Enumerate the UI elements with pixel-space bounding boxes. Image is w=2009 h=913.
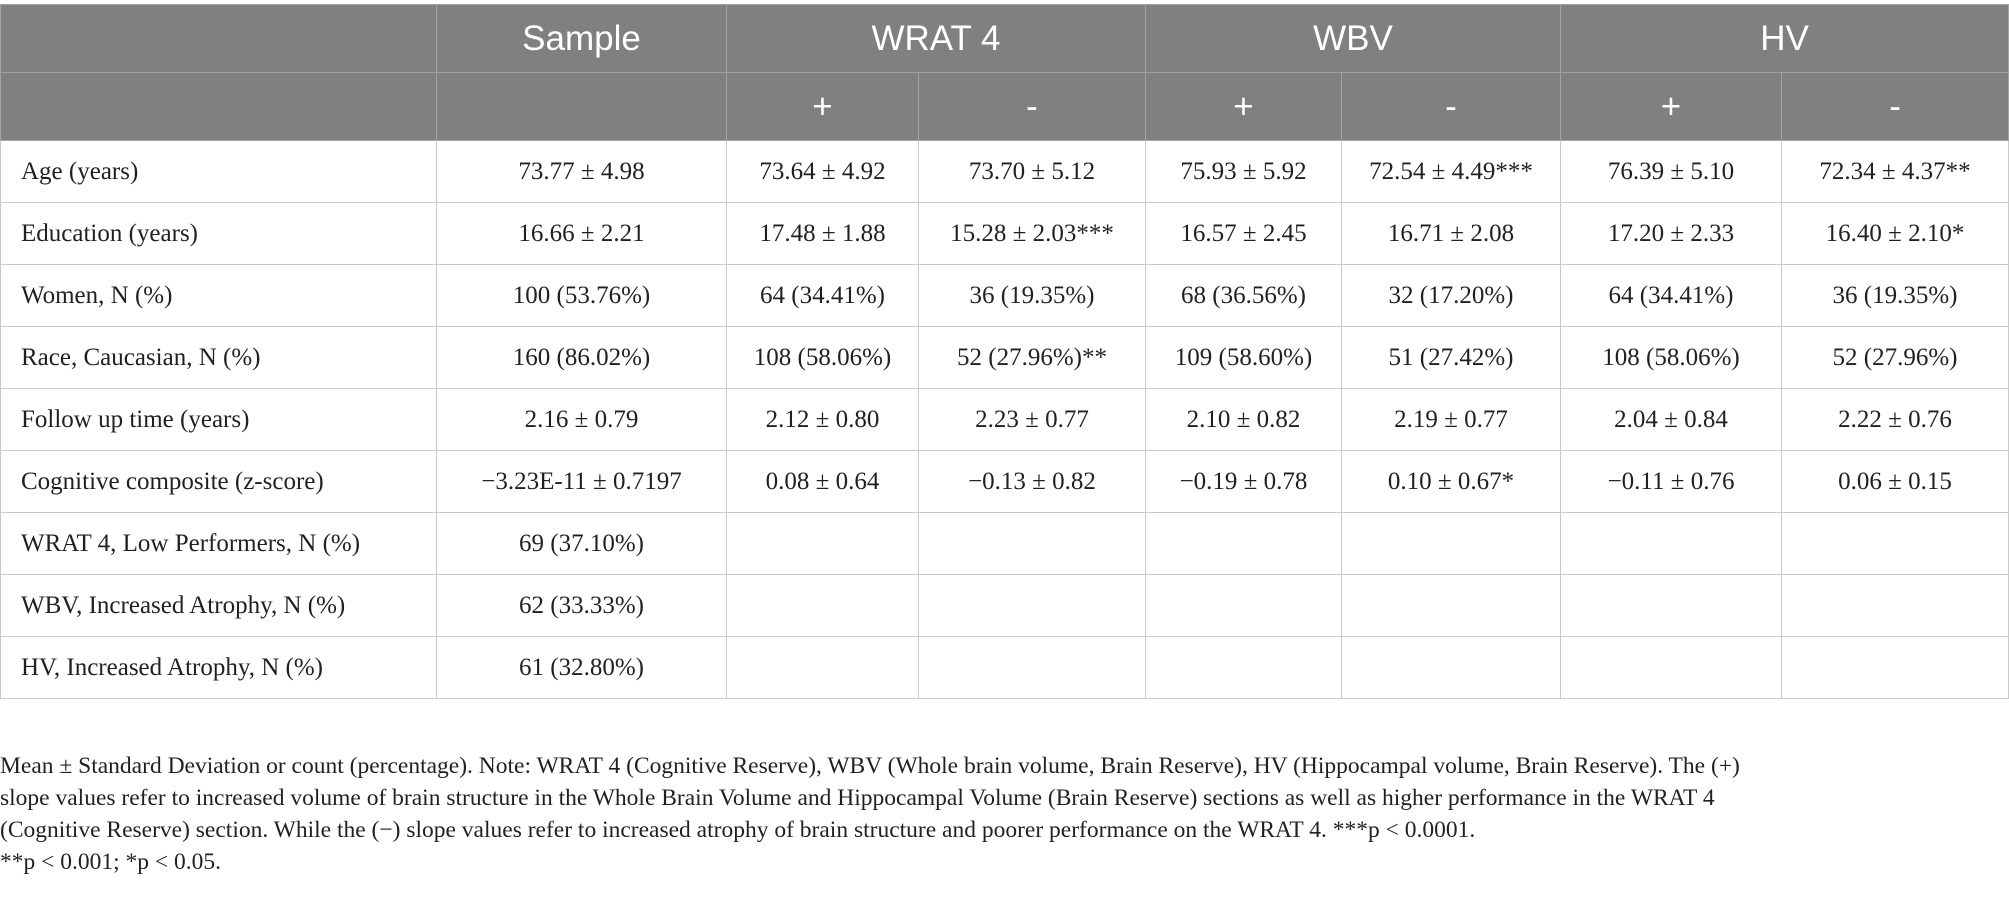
demographics-table [0, 4, 2009, 699]
table-cell: 2.12 ± 0.80 [727, 389, 919, 451]
table-cell [1146, 513, 1342, 575]
table-row [1, 451, 2009, 513]
subheader-wrat4-minus: - [919, 73, 1146, 141]
table-cell: 108 (58.06%) [727, 327, 919, 389]
table-row [1, 141, 2009, 203]
table-row [1, 203, 2009, 265]
header-hv: HV [1561, 5, 2009, 73]
table-cell: 0.06 ± 0.15 [1782, 451, 2009, 513]
row-label: Education (years) [1, 203, 437, 265]
table-row [1, 513, 2009, 575]
header-row-slopes [1, 73, 2009, 141]
table-cell: 0.08 ± 0.64 [727, 451, 919, 513]
table-cell [1342, 575, 1561, 637]
table-cell: 2.22 ± 0.76 [1782, 389, 2009, 451]
table-cell [1561, 637, 1782, 699]
table-cell: 76.39 ± 5.10 [1561, 141, 1782, 203]
subheader-wbv-plus: + [1146, 73, 1342, 141]
row-label: Cognitive composite (z-score) [1, 451, 437, 513]
table-row [1, 327, 2009, 389]
table-row [1, 575, 2009, 637]
header-wbv: WBV [1146, 5, 1561, 73]
table-cell: 160 (86.02%) [437, 327, 727, 389]
table-cell: 16.40 ± 2.10* [1782, 203, 2009, 265]
table-cell: 73.64 ± 4.92 [727, 141, 919, 203]
table-cell: 72.54 ± 4.49*** [1342, 141, 1561, 203]
table-cell: 73.70 ± 5.12 [919, 141, 1146, 203]
table-cell: 64 (34.41%) [727, 265, 919, 327]
table-cell [919, 513, 1146, 575]
table-cell: 100 (53.76%) [437, 265, 727, 327]
table-cell [1146, 637, 1342, 699]
table-cell: −0.13 ± 0.82 [919, 451, 1146, 513]
table-cell: 32 (17.20%) [1342, 265, 1561, 327]
table-cell: 52 (27.96%)** [919, 327, 1146, 389]
table-cell [727, 513, 919, 575]
header-blank [1, 5, 437, 73]
table-cell: −3.23E-11 ± 0.7197 [437, 451, 727, 513]
table-cell: 108 (58.06%) [1561, 327, 1782, 389]
subheader-sample-blank [437, 73, 727, 141]
table-cell: 64 (34.41%) [1561, 265, 1782, 327]
table-cell [1561, 513, 1782, 575]
table-cell: 15.28 ± 2.03*** [919, 203, 1146, 265]
table-cell: 2.16 ± 0.79 [437, 389, 727, 451]
table-cell [1782, 513, 2009, 575]
row-label: Race, Caucasian, N (%) [1, 327, 437, 389]
table-cell: 2.04 ± 0.84 [1561, 389, 1782, 451]
row-label: Follow up time (years) [1, 389, 437, 451]
subheader-hv-minus: - [1782, 73, 2009, 141]
row-label: WRAT 4, Low Performers, N (%) [1, 513, 437, 575]
subheader-blank [1, 73, 437, 141]
table-cell: −0.11 ± 0.76 [1561, 451, 1782, 513]
footnote-line-3: (Cognitive Reserve) section. While the (−) slope values refer to increased atrophy of brain structure and poorer performance on the WRAT 4. ***p < 0.0001. [0, 817, 1476, 843]
footnote-line-2: slope values refer to increased volume of brain structure in the Whole Brain Volume and Hippocampal Volume (Brain Reserve) sections as well as higher performance in the WRAT 4 [0, 785, 1715, 811]
row-label: Age (years) [1, 141, 437, 203]
table-cell [727, 575, 919, 637]
table-cell: 2.19 ± 0.77 [1342, 389, 1561, 451]
table-cell: 69 (37.10%) [437, 513, 727, 575]
header-row-groups [1, 5, 2009, 73]
table-cell: 68 (36.56%) [1146, 265, 1342, 327]
table-cell: 17.20 ± 2.33 [1561, 203, 1782, 265]
table-cell [919, 637, 1146, 699]
table-cell: 36 (19.35%) [919, 265, 1146, 327]
table-row [1, 265, 2009, 327]
row-label: WBV, Increased Atrophy, N (%) [1, 575, 437, 637]
subheader-hv-plus: + [1561, 73, 1782, 141]
row-label: HV, Increased Atrophy, N (%) [1, 637, 437, 699]
footnote-line-1: Mean ± Standard Deviation or count (percentage). Note: WRAT 4 (Cognitive Reserve), WBV (Whole brain volume, Brain Reserve), HV (Hippocampal volume, Brain Reserve). The (+) [0, 753, 1740, 779]
table-row [1, 389, 2009, 451]
table-cell [1146, 575, 1342, 637]
table-cell [1342, 637, 1561, 699]
footnote-line-4: **p < 0.001; *p < 0.05. [0, 849, 222, 875]
table-cell [1782, 575, 2009, 637]
table-cell [727, 637, 919, 699]
table-cell: 16.57 ± 2.45 [1146, 203, 1342, 265]
table-cell [919, 575, 1146, 637]
subheader-wrat4-plus: + [727, 73, 919, 141]
table-cell: 2.23 ± 0.77 [919, 389, 1146, 451]
table-cell: 0.10 ± 0.67* [1342, 451, 1561, 513]
table-cell: 36 (19.35%) [1782, 265, 2009, 327]
subheader-wbv-minus: - [1342, 73, 1561, 141]
header-wrat4: WRAT 4 [727, 5, 1146, 73]
table-cell: 61 (32.80%) [437, 637, 727, 699]
table-cell: 75.93 ± 5.92 [1146, 141, 1342, 203]
table-cell: 62 (33.33%) [437, 575, 727, 637]
table-cell [1561, 575, 1782, 637]
table-cell: 17.48 ± 1.88 [727, 203, 919, 265]
table-cell [1342, 513, 1561, 575]
table-row [1, 637, 2009, 699]
table-cell [1782, 637, 2009, 699]
table-cell: 16.71 ± 2.08 [1342, 203, 1561, 265]
table-cell: 109 (58.60%) [1146, 327, 1342, 389]
table-cell: 16.66 ± 2.21 [437, 203, 727, 265]
table-cell: 51 (27.42%) [1342, 327, 1561, 389]
table-cell: −0.19 ± 0.78 [1146, 451, 1342, 513]
table-cell: 52 (27.96%) [1782, 327, 2009, 389]
row-label: Women, N (%) [1, 265, 437, 327]
table-cell: 2.10 ± 0.82 [1146, 389, 1342, 451]
table-cell: 73.77 ± 4.98 [437, 141, 727, 203]
table-cell: 72.34 ± 4.37** [1782, 141, 2009, 203]
header-sample: Sample [437, 5, 727, 73]
